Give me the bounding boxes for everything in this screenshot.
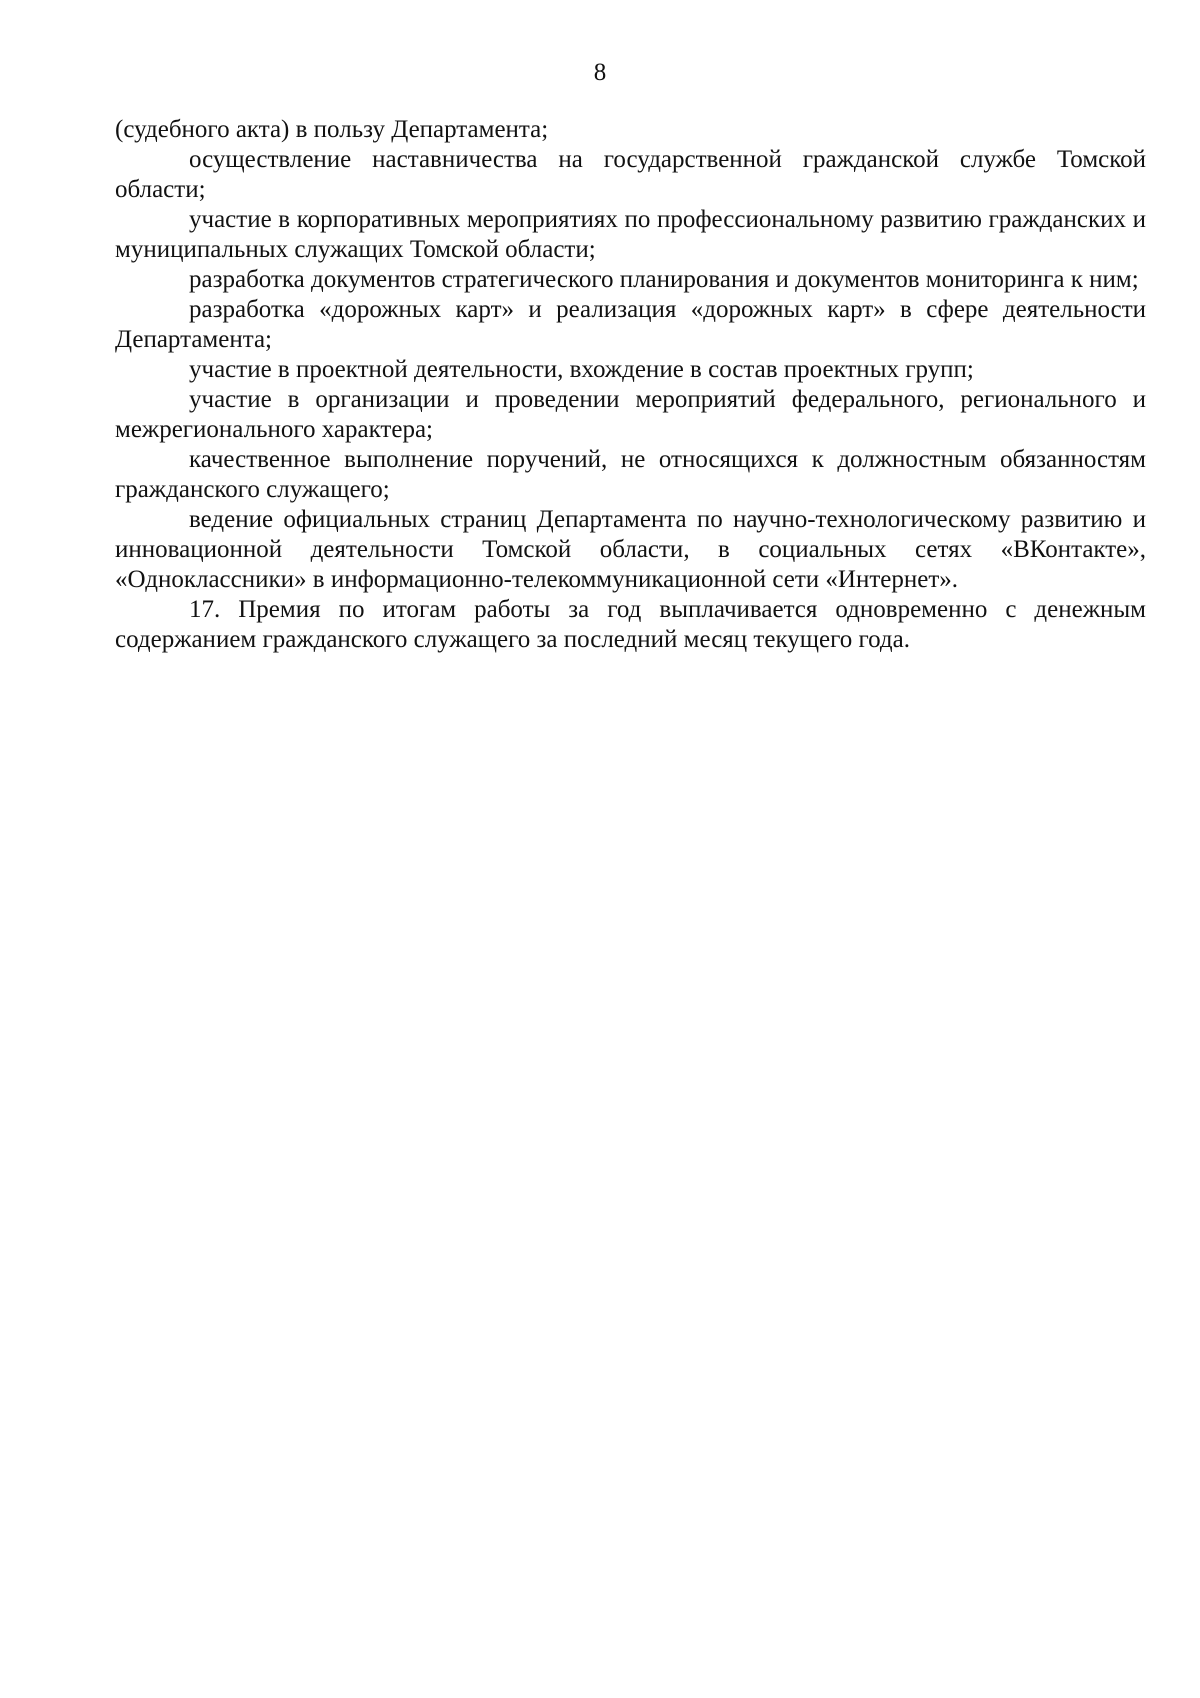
paragraph-roadmaps: разработка «дорожных карт» и реализация «дорожных карт» в сфере деятельности Департамента;	[115, 296, 1146, 353]
paragraph-continuation: (судебного акта) в пользу Департамента;	[115, 116, 549, 143]
page-number: 8	[593, 59, 607, 86]
paragraph-events-organization: участие в организации и проведении мероприятий федерального, регионального и межрегионального характера;	[115, 386, 1146, 443]
paragraph-mentoring: осуществление наставничества на государственной гражданской службе Томской области;	[115, 146, 1146, 203]
paragraph-assignments: качественное выполнение поручений, не относящихся к должностным обязанностям гражданского служащего;	[115, 446, 1146, 503]
paragraph-strategic-planning: разработка документов стратегического планирования и документов мониторинга к ним;	[189, 266, 1139, 293]
paragraph-project-activity: участие в проектной деятельности, вхождение в состав проектных групп;	[189, 356, 974, 383]
paragraph-corporate-events: участие в корпоративных мероприятиях по профессиональному развитию гражданских и муниципальных служащих Томской области;	[115, 206, 1146, 263]
document-body	[115, 115, 1146, 655]
paragraph-annual-bonus: 17. Премия по итогам работы за год выплачивается одновременно с денежным содержанием гражданского служащего за последний месяц текущего года.	[115, 596, 1146, 653]
paragraph-social-pages: ведение официальных страниц Департамента по научно-технологическому развитию и инновационной деятельности Томской области, в социальных сетях «ВКонтакте», «Одноклассники» в информационно-телекоммуникационной сети «Интернет».	[115, 506, 1146, 593]
